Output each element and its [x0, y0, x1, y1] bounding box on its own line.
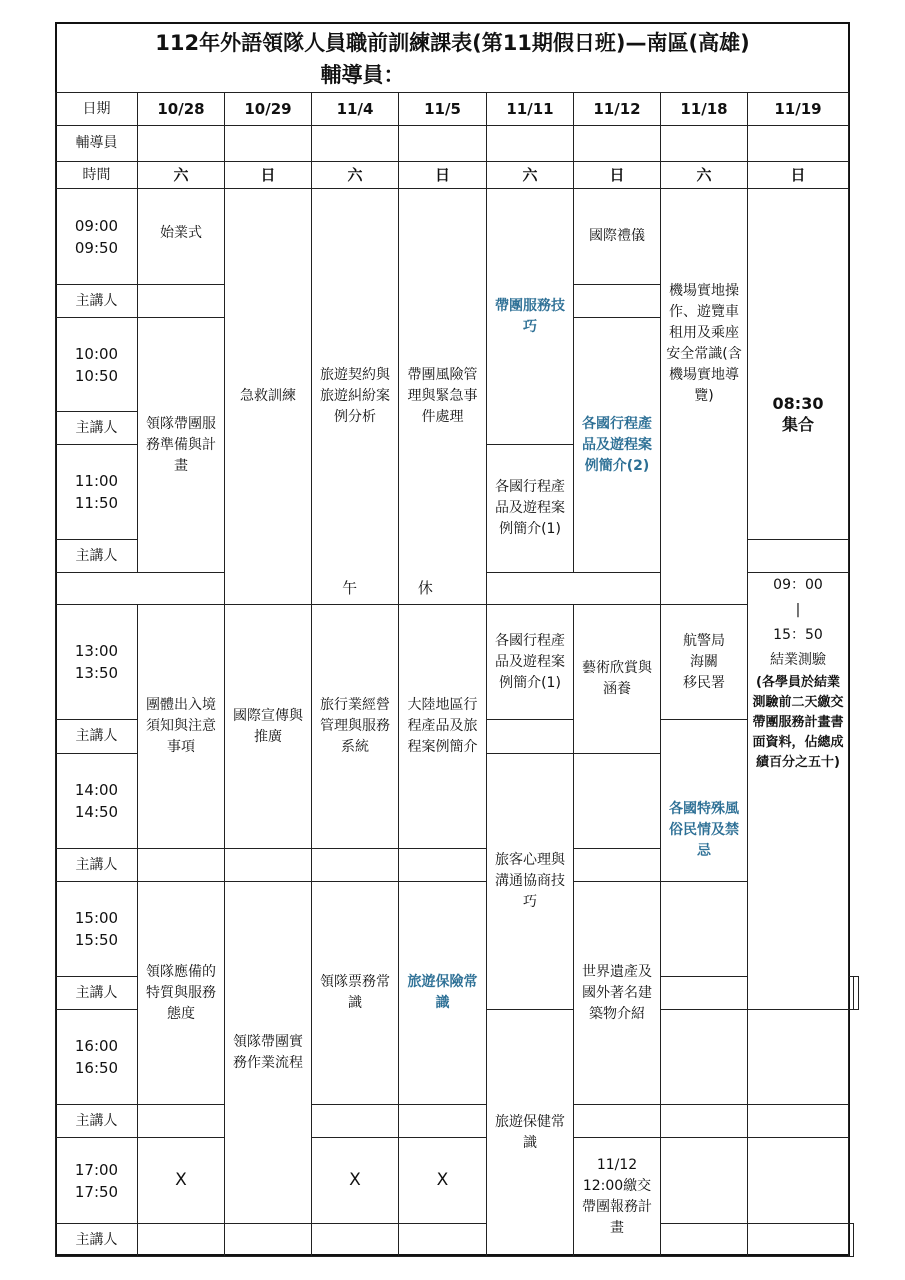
date-header: 10/29 [225, 93, 312, 126]
course-contract: 旅遊契約與旅遊糾紛案例分析 [312, 189, 399, 605]
lecturer-label: 主講人 [56, 977, 138, 1010]
lecturer-cell [487, 720, 574, 754]
lecturer-cell [748, 1105, 849, 1138]
course-psychology: 旅客心理與溝通協商技巧 [487, 754, 574, 1010]
course-risk: 帶團風險管理與緊急事件處理 [399, 189, 487, 605]
course-agency-mgmt: 旅行業經營管理與服務系統 [312, 605, 399, 849]
lecturer-label: 主講人 [56, 1105, 138, 1138]
lunch-break: 午 休 [56, 573, 748, 605]
weekday-header: 六 [487, 162, 574, 189]
blank-cell [748, 1010, 849, 1105]
weekday-header: 六 [661, 162, 748, 189]
lecturer-cell [661, 1224, 748, 1257]
tutor-cell [399, 126, 487, 162]
course-opening: 始業式 [138, 189, 225, 285]
lecturer-label: 主講人 [56, 849, 138, 882]
course-customs: 航警局 海關 移民署 [661, 605, 748, 720]
time-slot: 11:00 11:50 [56, 445, 138, 540]
weekday-header: 日 [574, 162, 661, 189]
course-assembly: 08:30 集合 [748, 189, 849, 540]
no-class-mark: X [138, 1138, 225, 1224]
date-header: 11/12 [574, 93, 661, 126]
lecturer-cell [399, 1105, 487, 1138]
lecturer-cell [138, 1224, 225, 1257]
lecturer-cell [138, 285, 225, 318]
time-slot: 17:00 17:50 [56, 1138, 138, 1224]
time-slot: 09:00 09:50 [56, 189, 138, 285]
lecturer-cell [661, 977, 748, 1010]
time-slot: 10:00 10:50 [56, 318, 138, 412]
lecturer-cell [138, 849, 225, 882]
exam-time: 09：00 | 15：50 結業測驗 [770, 577, 826, 668]
blank-cell [748, 1138, 849, 1224]
lecturer-cell [574, 849, 661, 882]
course-itinerary-1-pm: 各國行程產品及遊程案例簡介(1) [487, 605, 574, 720]
lecturer-label: 主講人 [56, 412, 138, 445]
course-prep-plan: 領隊帶團服務準備與計畫 [138, 318, 225, 573]
tutor-cell [748, 126, 849, 162]
course-health: 旅遊保健常識 [487, 1010, 574, 1257]
time-slot: 15:00 15:50 [56, 882, 138, 977]
time-slot: 16:00 16:50 [56, 1010, 138, 1105]
date-header: 11/19 [748, 93, 849, 126]
lecturer-label: 主講人 [56, 720, 138, 754]
weekday-header: 六 [312, 162, 399, 189]
course-etiquette: 國際禮儀 [574, 189, 661, 285]
time-slot: 14:00 14:50 [56, 754, 138, 849]
course-art: 藝術欣賞與涵養 [574, 605, 661, 754]
lecturer-cell [849, 1224, 854, 1257]
course-practice: 領隊帶團實務作業流程 [225, 882, 312, 1224]
no-class-mark: X [399, 1138, 487, 1224]
lecturer-cell [312, 1105, 399, 1138]
course-customs-special: 各國特殊風俗民情及禁忌 [661, 720, 748, 882]
lecturer-cell [574, 1105, 661, 1138]
date-label: 日期 [56, 93, 138, 126]
date-header: 10/28 [138, 93, 225, 126]
lecturer-cell [399, 849, 487, 882]
tutor-cell [487, 126, 574, 162]
blank-cell [661, 1010, 748, 1105]
blank-cell [574, 754, 661, 849]
lecturer-cell [225, 1224, 312, 1257]
tutor-label: 輔導員 [56, 126, 138, 162]
lecturer-cell [225, 849, 312, 882]
time-label: 時間 [56, 162, 138, 189]
lecturer-cell [574, 285, 661, 318]
lecturer-cell [312, 849, 399, 882]
date-header: 11/11 [487, 93, 574, 126]
tutor-cell [661, 126, 748, 162]
course-ticketing: 領隊票務常識 [312, 882, 399, 1105]
lecturer-cell [661, 1105, 748, 1138]
lecturer-label: 主講人 [56, 285, 138, 318]
course-itinerary-2: 各國行程產品及遊程案例簡介(2) [574, 318, 661, 573]
tutor-cell [138, 126, 225, 162]
lecturer-cell [854, 977, 859, 1010]
course-insurance: 旅遊保險常識 [399, 882, 487, 1105]
course-airport: 機場實地操作、遊覽車租用及乘座安全常識(含機場實地導覽) [661, 189, 748, 605]
weekday-header: 日 [225, 162, 312, 189]
exam-note: (各學員於結業測驗前二天繳交帶團服務計畫書面資料，佔總成績百分之五十) [752, 675, 844, 770]
course-submit: 11/12 12:00繳交帶團報務計畫 [574, 1138, 661, 1257]
course-heritage: 世界遺產及國外著名建築物介紹 [574, 882, 661, 1105]
course-guiding-skill: 帶團服務技巧 [487, 189, 574, 445]
blank-cell [661, 1138, 748, 1224]
tutor-cell [312, 126, 399, 162]
weekday-header: 日 [399, 162, 487, 189]
course-exam [748, 573, 849, 1010]
weekday-header: 六 [138, 162, 225, 189]
page-title: 112年外語領隊人員職前訓練課表(第11期假日班)—南區(高雄) [155, 31, 750, 55]
course-first-aid: 急救訓練 [225, 189, 312, 605]
lecturer-cell [138, 1105, 225, 1138]
tutor-title: 輔導員： [320, 63, 405, 87]
course-promotion: 國際宣傳與推廣 [225, 605, 312, 849]
lecturer-cell [399, 1224, 487, 1257]
lecturer-cell [748, 1224, 849, 1257]
lecturer-cell [312, 1224, 399, 1257]
tutor-cell [225, 126, 312, 162]
course-attitude: 領隊應備的特質與服務態度 [138, 882, 225, 1105]
date-header: 11/5 [399, 93, 487, 126]
blank-cell [661, 882, 748, 977]
course-itinerary-1: 各國行程產品及遊程案例簡介(1) [487, 445, 574, 573]
date-header: 11/4 [312, 93, 399, 126]
date-header: 11/18 [661, 93, 748, 126]
course-immigration: 團體出入境須知與注意事項 [138, 605, 225, 849]
lecturer-cell [748, 540, 849, 573]
time-slot: 13:00 13:50 [56, 605, 138, 720]
tutor-cell [574, 126, 661, 162]
course-mainland: 大陸地區行程產品及旅程案例簡介 [399, 605, 487, 849]
no-class-mark: X [312, 1138, 399, 1224]
weekday-header: 日 [748, 162, 849, 189]
schedule-table [55, 92, 859, 1257]
lecturer-label: 主講人 [56, 1224, 138, 1257]
lecturer-label: 主講人 [56, 540, 138, 573]
